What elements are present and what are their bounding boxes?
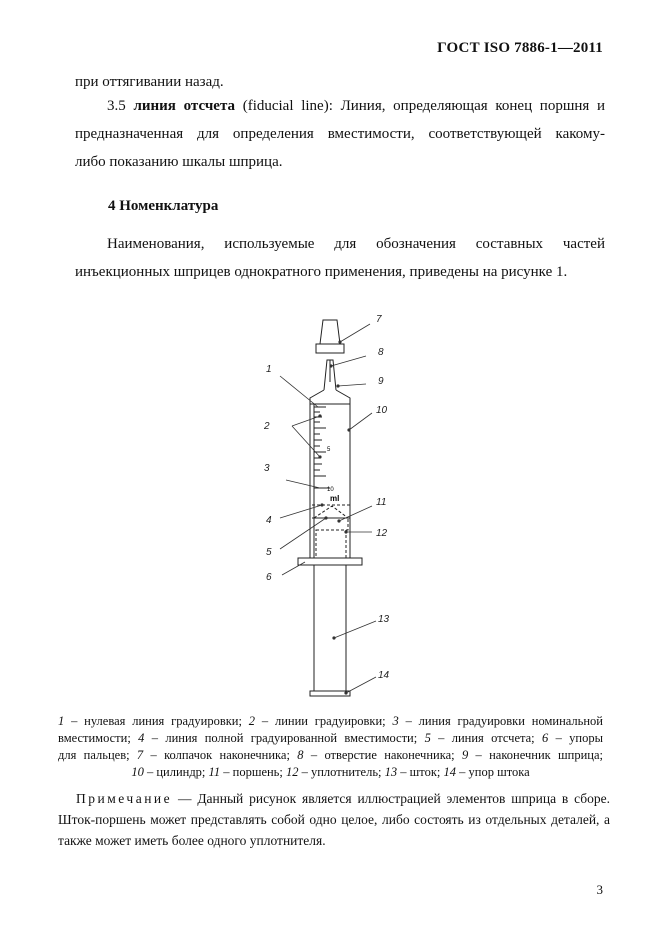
scale-label-5: 5 xyxy=(327,447,331,453)
finger-grips xyxy=(298,558,362,565)
callout-2: 2 xyxy=(264,421,270,432)
scale-label-10: 10 xyxy=(327,487,334,493)
callout-4: 4 xyxy=(266,515,272,526)
standard-header: ГОСТ ISO 7886-1—2011 xyxy=(437,40,603,56)
definition-text: Линия, определяющая конец поршня и xyxy=(340,98,606,114)
callout-7: 7 xyxy=(376,314,382,325)
callout-1: 1 xyxy=(266,364,272,375)
note-line-3: также может иметь более одного уплотнителя. xyxy=(58,833,326,848)
callout-11: 11 xyxy=(376,497,387,508)
caption-line-4: 10 – цилиндр; 11 – поршень; 12 – уплотнитель; 13 – шток; 14 – упор штока xyxy=(131,765,530,779)
plunger-rod xyxy=(314,565,346,691)
caption-line-1: 1 – нулевая линия градуировки; 2 – линии градуировки; 3 – линия градуировки номинальной xyxy=(58,714,603,728)
nomenclature-line-1: Наименования, используемые для обозначения составных частей xyxy=(107,236,605,252)
callout-13: 13 xyxy=(378,614,390,625)
note-line-2: Шток-поршень может представлять собой одно целое, либо состоять из отдельных деталей, а xyxy=(58,812,610,827)
scale-unit: ml xyxy=(330,494,340,503)
callout-14: 14 xyxy=(378,670,390,681)
tip-cap xyxy=(320,320,340,344)
definition-line-3: либо показанию шкалы шприца. xyxy=(75,154,283,170)
nomenclature-line-2: инъекционных шприцев однократного применения, приведены на рисунке 1. xyxy=(75,264,568,280)
note-block xyxy=(58,788,610,851)
caption-line-3: для пальцев; 7 – колпачок наконечника; 8 – отверстие наконечника; 9 – наконечник шприца; xyxy=(58,748,603,762)
term: линия отсчета xyxy=(133,98,235,114)
nomenclature-paragraph xyxy=(75,230,605,286)
callout-10: 10 xyxy=(376,405,388,416)
callout-8: 8 xyxy=(378,347,384,358)
definition-line-2: предназначенная для определения вместимости, соответствующей какому- xyxy=(75,126,605,142)
note-line-1: Примечание — Данный рисунок является иллюстрацией элементов шприца в сборе. xyxy=(76,791,611,806)
callout-5: 5 xyxy=(266,547,272,558)
callout-3: 3 xyxy=(264,463,270,474)
definition-3-5 xyxy=(75,92,605,176)
term-english: (fiducial line): xyxy=(242,98,333,114)
paragraph-continuation: при оттягивании назад. xyxy=(75,74,224,90)
definition-line-1 xyxy=(75,92,605,120)
callout-9: 9 xyxy=(378,376,384,387)
note-label: Примечание xyxy=(76,791,173,806)
syringe-diagram xyxy=(0,300,661,710)
thumb-rest xyxy=(310,691,350,696)
figure-caption xyxy=(58,713,603,781)
barrel-shoulder-right xyxy=(336,390,350,404)
clause-number: 3.5 xyxy=(107,98,126,114)
nozzle-left xyxy=(324,360,330,390)
callout-12: 12 xyxy=(376,528,388,539)
page-number: 3 xyxy=(596,882,603,897)
tip-cap-base xyxy=(316,344,344,353)
caption-line-2: вместимости; 4 – линия полной градуированной вместимости; 5 – линия отсчета; 6 – упоры xyxy=(58,731,603,745)
section-title: 4 Номенклатура xyxy=(108,198,219,214)
callout-6: 6 xyxy=(266,572,272,583)
